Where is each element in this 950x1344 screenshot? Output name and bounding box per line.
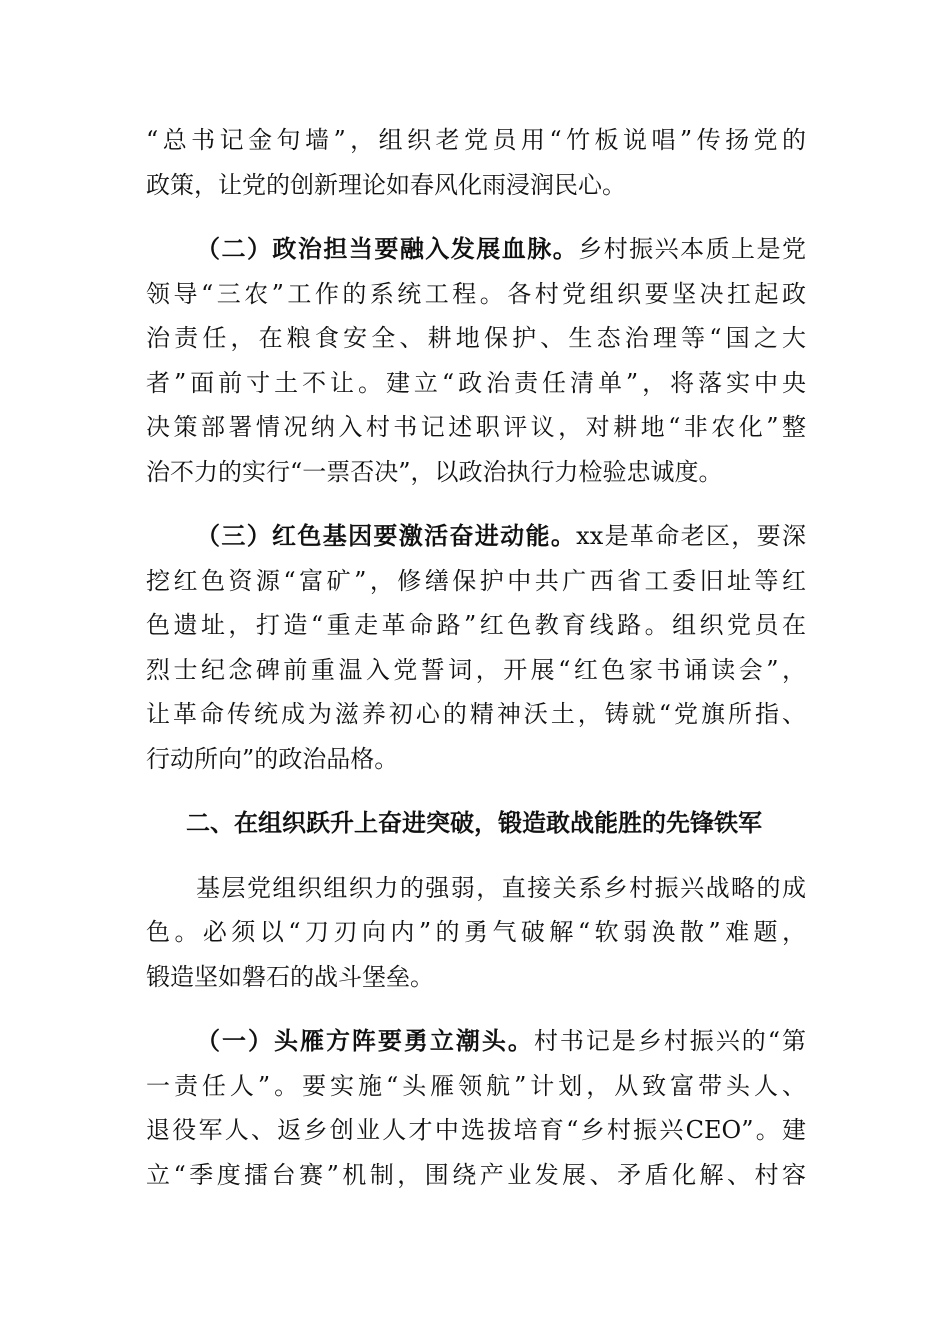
paragraph-party-theory — [146, 118, 806, 207]
text-line: 基层党组织组织力的强弱，直接关系乡村振兴战略的成 — [196, 873, 806, 902]
text-line: 让革命传统成为滋养初心的精神沃土，铸就“党旗所指、 — [146, 700, 806, 728]
section-heading: 二、在组织跃升上奋进突破，锻造敢战能胜的先锋铁军 — [186, 808, 762, 837]
text-line — [146, 227, 806, 272]
text-line: 挖红色资源“富矿”，修缮保护中共广西省工委旧址等红 — [146, 566, 806, 595]
text-line: 领导“三农”工作的系统工程。各村党组织要坚决扛起政 — [146, 279, 806, 308]
text-run: 村书记是乡村振兴的“第 — [533, 1027, 806, 1055]
text-line: 政策，让党的创新理论如春风化雨浸润民心。 — [146, 170, 626, 199]
paragraph-political-responsibility — [146, 227, 806, 494]
text-line: 一责任人”。要实施“头雁领航”计划，从致富带头人、 — [146, 1071, 806, 1100]
text-line: 烈士纪念碑前重温入党誓词，开展“红色家书诵读会”， — [146, 655, 806, 684]
paragraph-organization-intro — [146, 866, 806, 1000]
text-line: 色遗址，打造“重走革命路”红色教育线路。组织党员在 — [146, 611, 806, 639]
text-line: 者”面前寸土不让。建立“政治责任清单”，将落实中央 — [146, 368, 806, 397]
text-line: 行动所向”的政治品格。 — [146, 744, 399, 773]
text-line: 退役军人、返乡创业人才中选拔培育“乡村振兴CEO”。建 — [146, 1116, 806, 1144]
text-line: 治责任，在粮食安全、耕地保护、生态治理等“国之大 — [146, 324, 806, 352]
text-line — [146, 1019, 806, 1064]
text-line: 决策部署情况纳入村书记述职评议，对耕地“非农化”整 — [146, 413, 806, 441]
text-run: xx是革命老区，要深 — [576, 522, 806, 550]
subheading-lead: （三）红色基因要激活奋进动能。 — [196, 521, 577, 550]
text-run: 乡村振兴本质上是党 — [578, 235, 807, 263]
text-line: 色。必须以“刀刃向内”的勇气破解“软弱涣散”难题， — [146, 918, 806, 946]
document-page — [146, 118, 806, 1217]
text-line: 锻造坚如磐石的战斗堡垒。 — [146, 962, 434, 991]
text-line: 治不力的实行“一票否决”，以政治执行力检验忠诚度。 — [146, 457, 723, 486]
subheading-lead: （一）头雁方阵要勇立潮头。 — [196, 1026, 534, 1055]
text-line: “总书记金句墙”，组织老党员用“竹板说唱”传扬党的 — [146, 126, 806, 154]
text-line: 立“季度擂台赛”机制，围绕产业发展、矛盾化解、村容 — [146, 1160, 806, 1189]
paragraph-red-gene — [146, 514, 806, 781]
text-line — [146, 514, 806, 559]
subheading-lead: （二）政治担当要融入发展血脉。 — [196, 234, 579, 263]
paragraph-lead-geese — [146, 1019, 806, 1197]
